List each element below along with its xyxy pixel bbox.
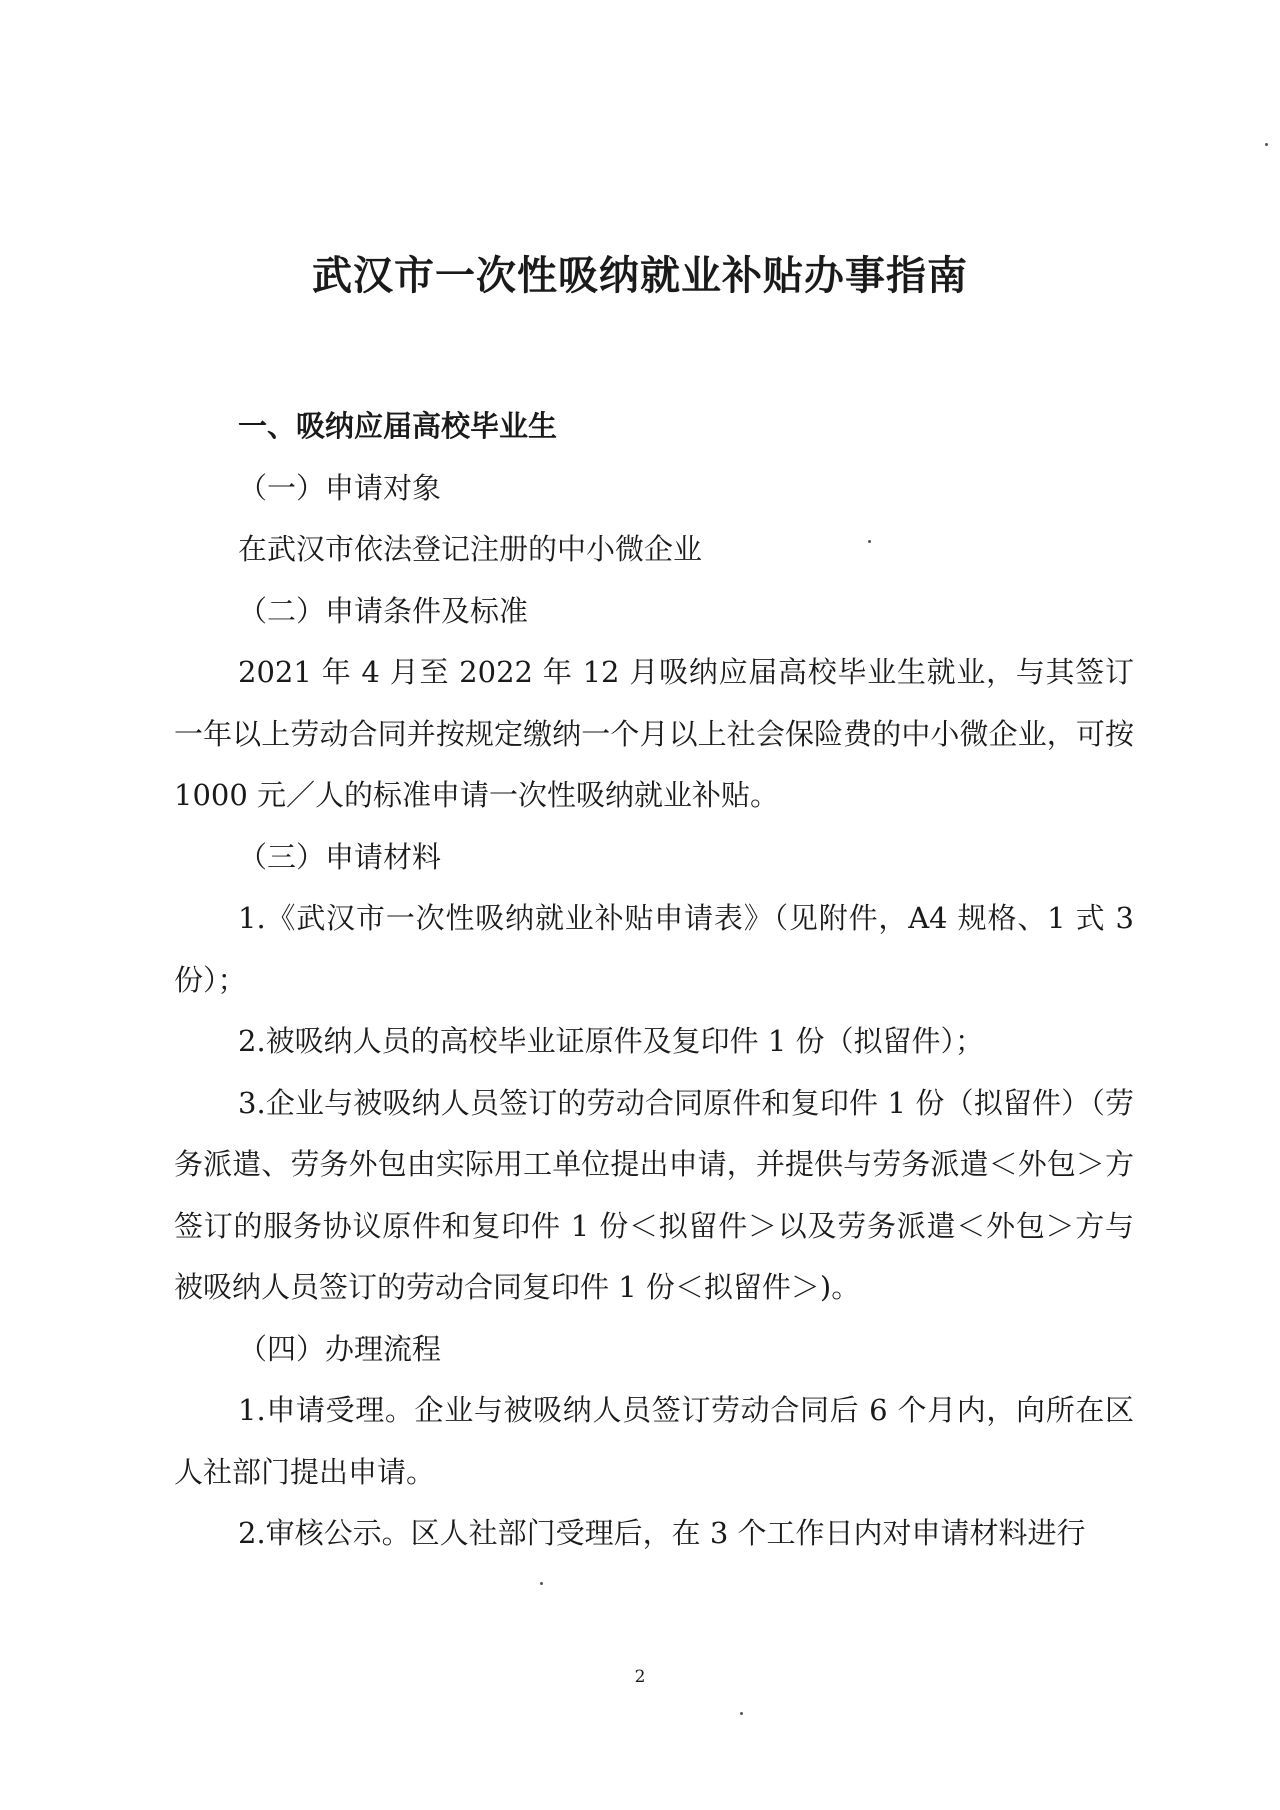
page-number: 2 [634, 1667, 646, 1687]
paragraph: 2.审核公示。区人社部门受理后，在 3 个工作日内对申请材料进行 [238, 1516, 1086, 1550]
subsection-heading: （一）申请对象 [238, 470, 442, 505]
paragraph: 1.《武汉市一次性吸纳就业补贴申请表》（见附件，A4 规格、1 式 3 份）； [174, 901, 1134, 997]
paragraph: 在武汉市依法登记注册的中小微企业 [238, 532, 703, 566]
document-title: 武汉市一次性吸纳就业补贴办事指南 [312, 253, 968, 299]
scan-speck [740, 1712, 743, 1715]
subsection-heading: （三）申请材料 [238, 839, 442, 874]
paragraph: 2021 年 4 月至 2022 年 12 月吸纳应届高校毕业生就业，与其签订一年以上劳动合同并按规定缴纳一个月以上社会保险费的中小微企业，可按 1000 元／人的标准申请一次性吸纳就业补贴。 [174, 655, 1134, 812]
scan-speck [540, 1582, 543, 1585]
scan-speck [1265, 143, 1268, 146]
subsection-heading: （二）申请条件及标准 [238, 593, 529, 628]
scan-speck [868, 540, 871, 543]
section-heading: 一、吸纳应届高校毕业生 [238, 409, 558, 443]
paragraph: 3.企业与被吸纳人员签订的劳动合同原件和复印件 1 份（拟留件）（劳务派遣、劳务外包由实际用工单位提出申请，并提供与劳务派遣＜外包＞方签订的服务协议原件和复印件 1 份＜拟留件＞以及劳务派遣＜外包＞方与被吸纳人员签订的劳动合同复印件 1 份＜拟留件＞)。 [174, 1085, 1134, 1304]
paragraph: 2.被吸纳人员的高校毕业证原件及复印件 1 份（拟留件）； [238, 1024, 985, 1058]
document-body [174, 396, 1134, 1565]
subsection-heading: （四）办理流程 [238, 1331, 442, 1366]
paragraph: 1.申请受理。企业与被吸纳人员签订劳动合同后 6 个月内，向所在区人社部门提出申请。 [174, 1393, 1134, 1489]
